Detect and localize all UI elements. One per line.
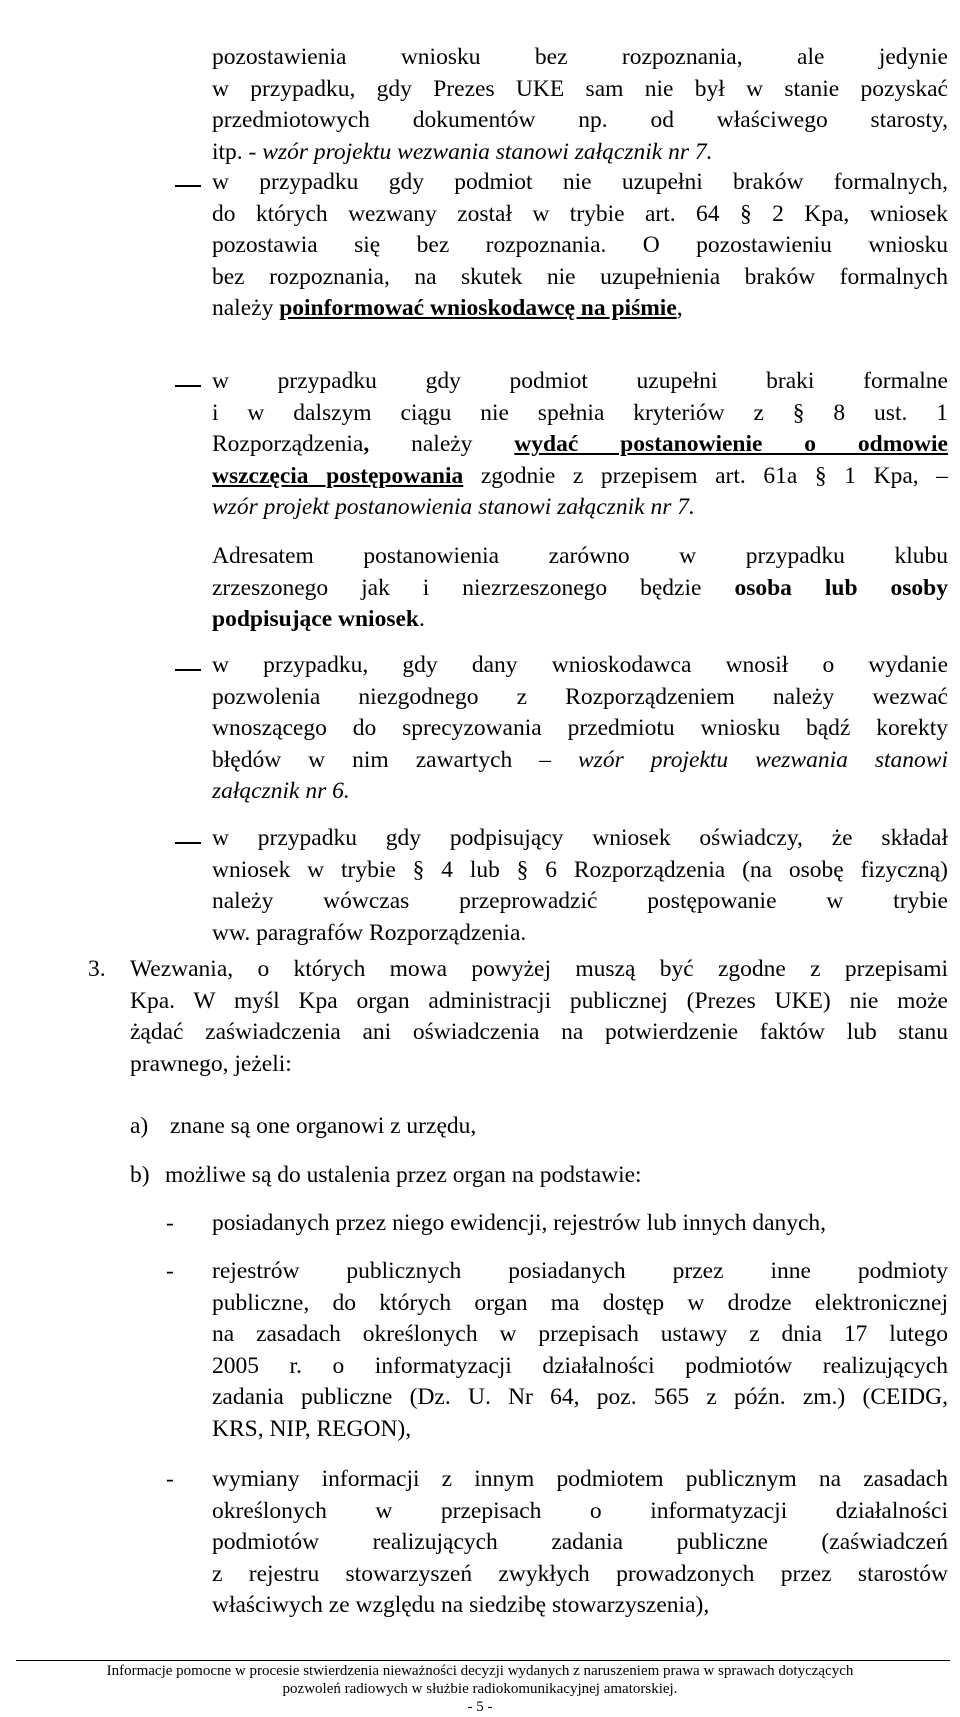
text-line: określonych w przepisach o informatyzacji działalności bbox=[212, 1497, 948, 1524]
text-line: błędów w nim zawartych – wzór projektu wezwania stanowi bbox=[212, 746, 948, 773]
sub-list-item bbox=[212, 1208, 948, 1240]
dash-bullet bbox=[175, 185, 201, 187]
text-line: ww. paragrafów Rozporządzenia. bbox=[212, 919, 527, 946]
list-item bbox=[170, 1111, 948, 1143]
text-line: znane są one organowi z urzędu, bbox=[170, 1113, 477, 1139]
page-number: - 5 - bbox=[467, 1699, 493, 1715]
text-line: z rejestru stowarzyszeń zwykłych prowadzonych przez starostów bbox=[212, 1560, 948, 1587]
text-line: posiadanych przez niego ewidencji, rejestrów lub innych danych, bbox=[212, 1210, 827, 1236]
text-line: do których wezwany został w trybie art. 64 § 2 Kpa, wniosek bbox=[212, 200, 948, 227]
text-line: w przypadku, gdy Prezes UKE sam nie był w stanie pozyskać bbox=[212, 75, 948, 102]
dash-bullet bbox=[175, 842, 201, 844]
text-line: i w dalszym ciągu nie spełnia kryteriów z § 8 ust. 1 bbox=[212, 399, 948, 426]
list-letter: a) bbox=[130, 1113, 149, 1139]
emphasis-underlined: wszczęcia postępowania bbox=[212, 462, 464, 489]
paragraph-bullet bbox=[212, 823, 948, 949]
text-line: na zasadach określonych w przepisach ustawy z dnia 17 lutego bbox=[212, 1321, 948, 1348]
paragraph-addressee bbox=[212, 541, 948, 636]
list-item bbox=[165, 1160, 948, 1192]
hyphen-bullet: - bbox=[166, 1466, 174, 1492]
text-line: możliwe są do ustalenia przez organ na podstawie: bbox=[165, 1162, 642, 1188]
hyphen-bullet: - bbox=[166, 1258, 174, 1284]
list-number: 3. bbox=[88, 956, 106, 982]
sub-list-item bbox=[212, 1256, 948, 1446]
text-line: zrzeszonego jak i niezrzeszonego będzie osoba lub osoby bbox=[212, 574, 948, 601]
footer-text: Informacje pomocne w procesie stwierdzenia nieważności decyzji wydanych z naruszeniem prawa w sprawach dotyczących bbox=[106, 1663, 854, 1679]
emphasis-underlined: wydać postanowienie o odmowie bbox=[514, 431, 948, 458]
text-line: właściwych ze względu na siedzibę stowarzyszenia), bbox=[212, 1592, 710, 1619]
text-line: rejestrów publicznych posiadanych przez inne podmioty bbox=[212, 1258, 948, 1284]
text-line: pozwolenia niezgodnego z Rozporządzeniem należy wezwać bbox=[212, 683, 948, 710]
paragraph-point-3 bbox=[130, 954, 948, 1080]
paragraph-continuation bbox=[212, 42, 948, 168]
text-line: przedmiotowych dokumentów np. od właściwego starosty, bbox=[212, 107, 948, 134]
text-line: w przypadku gdy podmiot uzupełni braki formalne bbox=[212, 368, 948, 394]
text-line: wnoszącego do sprecyzowania przedmiotu wniosku bądź korekty bbox=[212, 715, 948, 742]
text-line: bez rozpoznania, na skutek nie uzupełnienia braków formalnych bbox=[212, 263, 948, 290]
template-reference: załącznik nr 6. bbox=[212, 778, 350, 805]
text-line: itp. - wzór projektu wezwania stanowi załącznik nr 7. bbox=[212, 138, 713, 165]
text-line: podmiotów realizujących zadania publiczne (zaświadczeń bbox=[212, 1529, 948, 1556]
text-line: zadania publiczne (Dz. U. Nr 64, poz. 565 z późn. zm.) (CEIDG, bbox=[212, 1384, 948, 1411]
text-line: Wezwania, o których mowa powyżej muszą być zgodne z przepisami bbox=[130, 956, 948, 982]
text-line: wszczęcia postępowania zgodnie z przepisem art. 61a § 1 Kpa, – bbox=[212, 462, 948, 489]
footer-divider bbox=[16, 1660, 950, 1661]
emphasis-underlined: poinformować wnioskodawcę na piśmie bbox=[279, 295, 677, 322]
text-line: Rozporządzenia, należy wydać postanowienie o odmowie bbox=[212, 431, 948, 458]
paragraph-bullet bbox=[212, 650, 948, 808]
text-line: w przypadku gdy podpisujący wniosek oświadczy, że składał bbox=[212, 825, 948, 851]
emphasis-bold: podpisujące wniosek bbox=[212, 606, 419, 633]
text-line: pozostawia się bez rozpoznania. O pozostawieniu wniosku bbox=[212, 232, 948, 259]
template-reference: wzór projekt postanowienia stanowi załącznik nr 7. bbox=[212, 494, 695, 521]
text-line: podpisujące wniosek. bbox=[212, 606, 425, 633]
text-line: w przypadku gdy podmiot nie uzupełni braków formalnych, bbox=[212, 169, 948, 195]
list-letter: b) bbox=[130, 1162, 150, 1188]
text-line: Adresatem postanowienia zarówno w przypadku klubu bbox=[212, 543, 948, 569]
text-line: wymiany informacji z innym podmiotem publicznym na zasadach bbox=[212, 1466, 948, 1492]
template-reference: wzór projektu wezwania stanowi bbox=[578, 746, 948, 773]
text-line: żądać zaświadczenia ani oświadczenia na potwierdzenie faktów lub stanu bbox=[130, 1019, 948, 1046]
text-line: w przypadku, gdy dany wnioskodawca wnosił o wydanie bbox=[212, 652, 948, 678]
text-line: KRS, NIP, REGON), bbox=[212, 1415, 412, 1442]
footer-text: pozwoleń radiowych w służbie radiokomunikacyjnej amatorskiej. bbox=[282, 1681, 678, 1697]
text-line: 2005 r. o informatyzacji działalności podmiotów realizujących bbox=[212, 1352, 948, 1379]
emphasis-bold: osoba lub osoby bbox=[734, 574, 948, 601]
text-line: Kpa. W myśl Kpa organ administracji publicznej (Prezes UKE) nie może bbox=[130, 987, 948, 1014]
text-line: wniosek w trybie § 4 lub § 6 Rozporządzenia (na osobę fizyczną) bbox=[212, 856, 948, 883]
text-line: należy wówczas przeprowadzić postępowanie w trybie bbox=[212, 888, 948, 915]
text-line: prawnego, jeżeli: bbox=[130, 1050, 292, 1077]
dash-bullet bbox=[175, 385, 201, 387]
text-line: należy poinformować wnioskodawcę na piśmie, bbox=[212, 295, 683, 322]
text-line: publiczne, do których organ ma dostęp w drodze elektronicznej bbox=[212, 1289, 948, 1316]
dash-bullet bbox=[175, 669, 201, 671]
sub-list-item bbox=[212, 1464, 948, 1622]
template-reference: wzór projektu wezwania stanowi załącznik nr 7. bbox=[262, 138, 713, 165]
paragraph-bullet bbox=[212, 167, 948, 325]
hyphen-bullet: - bbox=[166, 1210, 174, 1236]
text-line: pozostawienia wniosku bez rozpoznania, ale jedynie bbox=[212, 44, 948, 70]
paragraph-bullet bbox=[212, 366, 948, 524]
